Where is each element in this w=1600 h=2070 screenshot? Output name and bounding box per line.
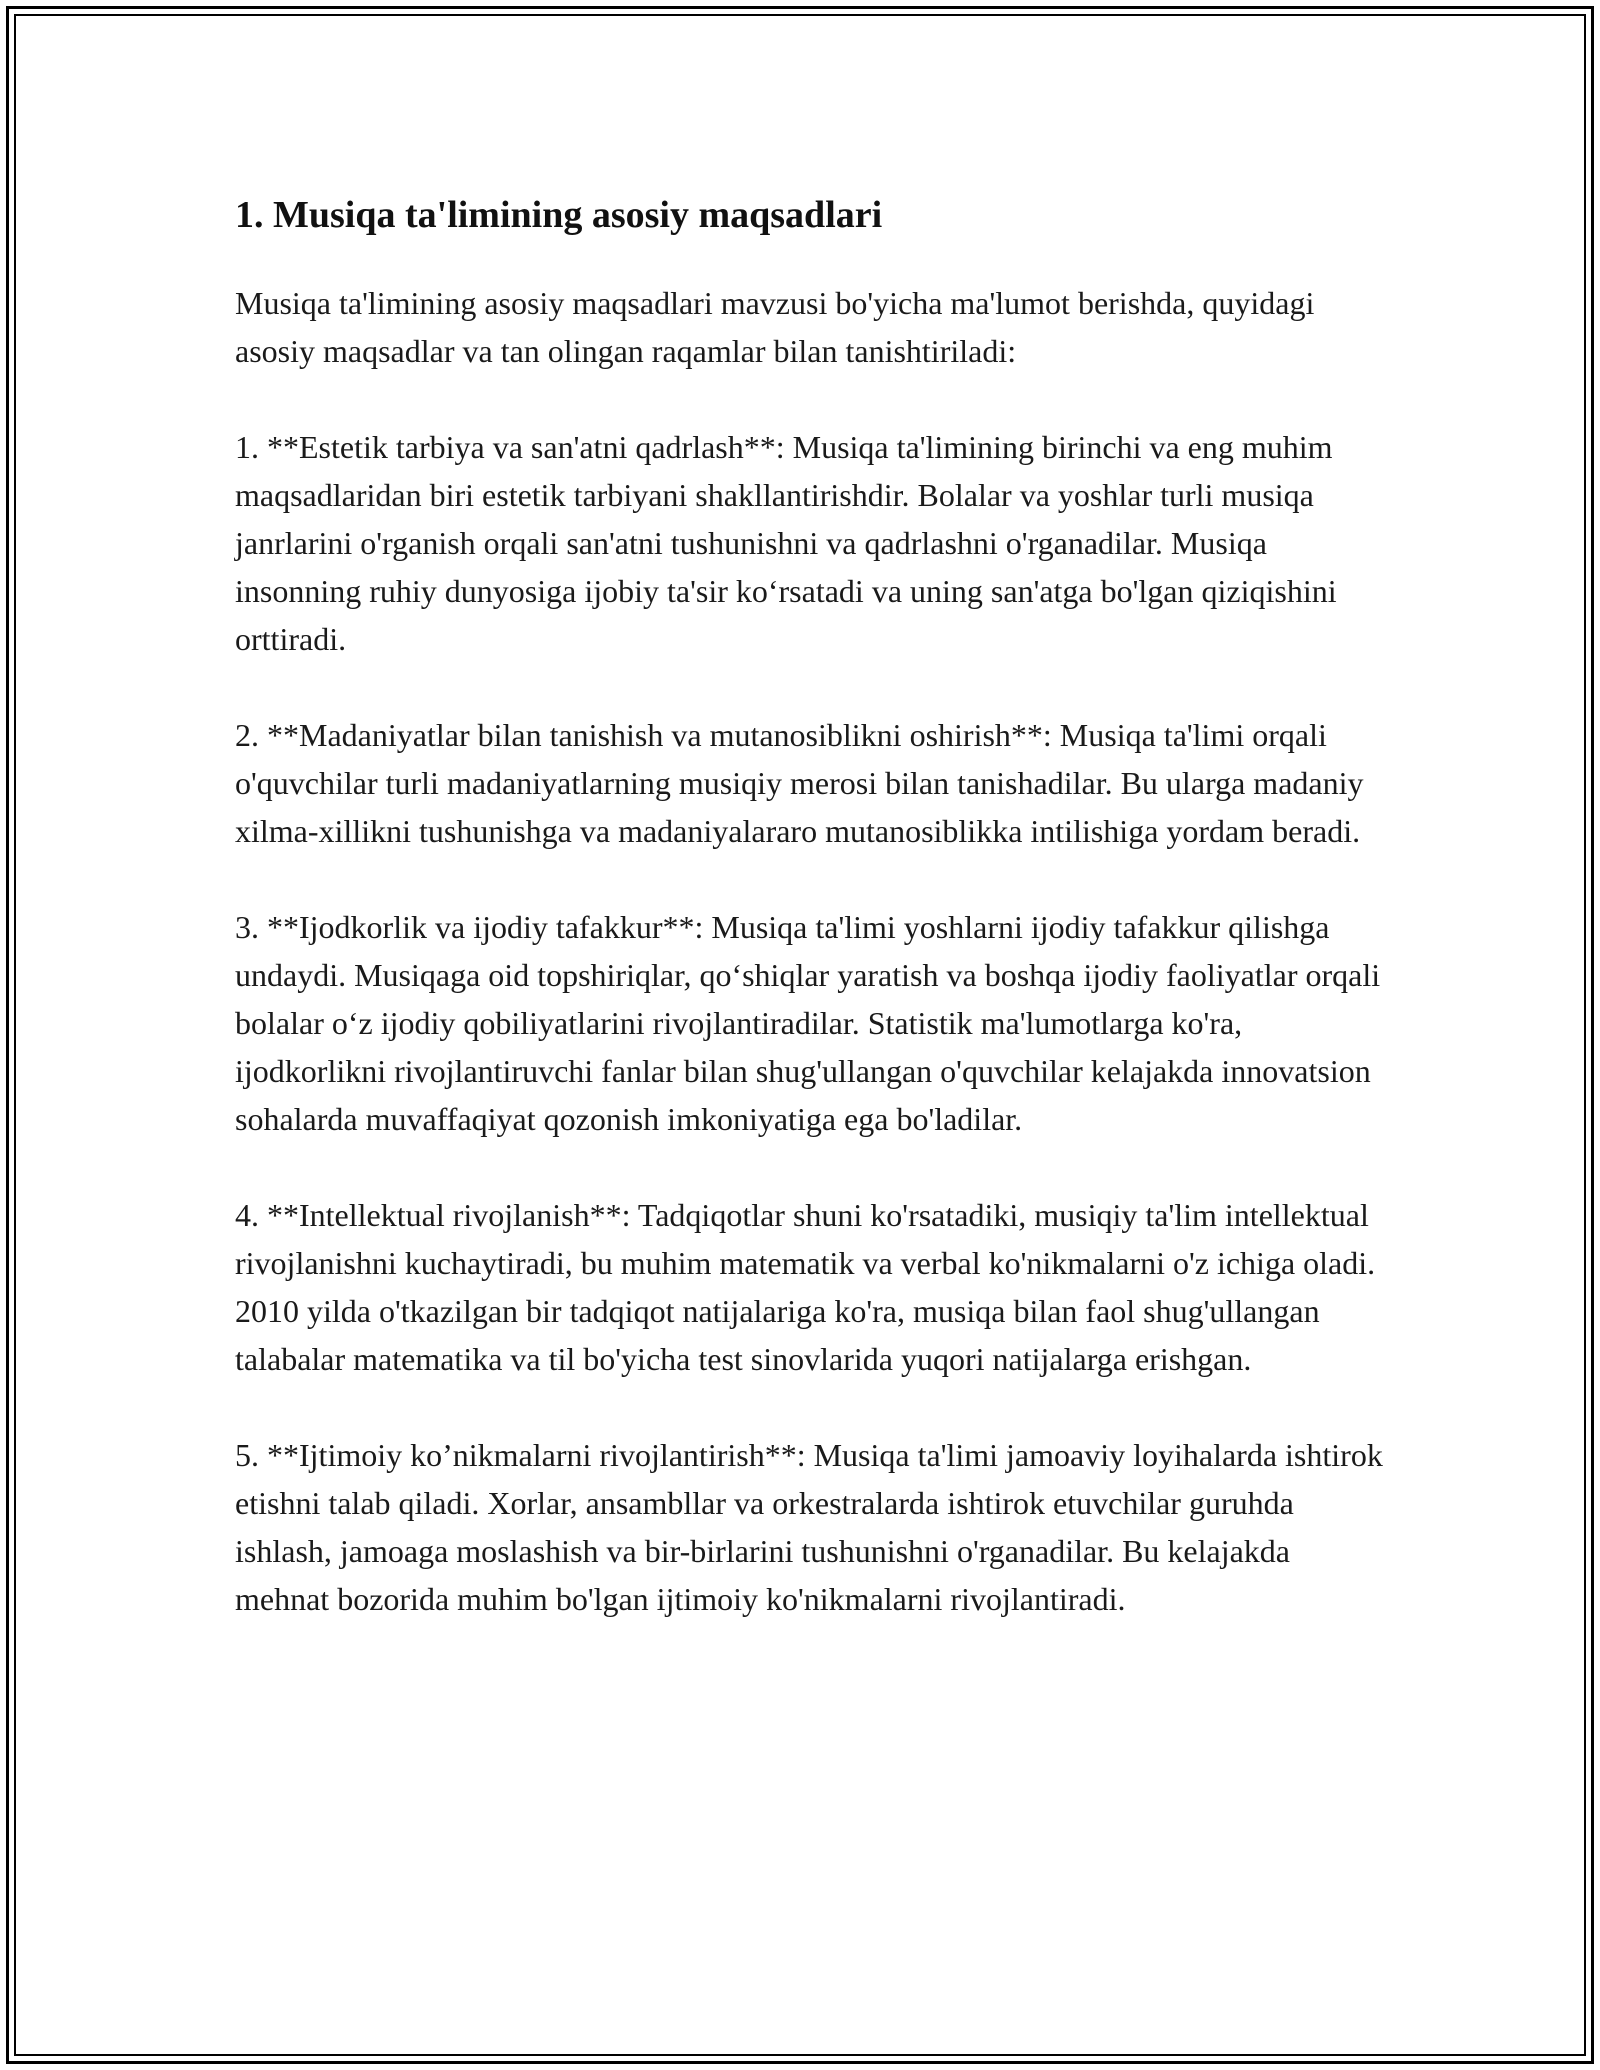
list-item-ijtimoiy: 5. **Ijtimoiy ko’nikmalarni rivojlantirish**: Musiqa ta'limi jamoaviy loyihalarda ishtirok etishni talab qiladi. Xorlar, ansambllar va orkestralarda ishtirok etuvchilar guruhda ishlash, jamoaga moslashish va bir-birlarini tushunishni o'rganadilar. Bu kelajakda mehnat bozorida muhim bo'lgan ijtimoiy ko'nikmalarni rivojlantiradi. (235, 1437, 1383, 1617)
list-item-madaniyatlar: 2. **Madaniyatlar bilan tanishish va mutanosiblikni oshirish**: Musiqa ta'limi orqali o'quvchilar turli madaniyatlarning musiqiy merosi bilan tanishadilar. Bu ularga madaniy xilma-xillikni tushunishga va madaniyalararo mutanosiblikka intilishiga yordam beradi. (235, 717, 1364, 849)
list-item-intellektual: 4. **Intellektual rivojlanish**: Tadqiqotlar shuni ko'rsatadiki, musiqiy ta'lim intellektual rivojlanishni kuchaytiradi, bu muhim matematik va verbal ko'nikmalarni o'z ichiga oladi. 2010 yilda o'tkazilgan bir tadqiqot natijalariga ko'ra, musiqa bilan faol shug'ullangan talabalar matematika va til bo'yicha test sinovlarida yuqori natijalarga erishgan. (235, 1197, 1376, 1377)
list-item-estetik-tarbiya: 1. **Estetik tarbiya va san'atni qadrlash**: Musiqa ta'limining birinchi va eng muhim maqsadlaridan biri estetik tarbiyani shakllantirishdir. Bolalar va yoshlar turli musiqa janrlarini o'rganish orqali san'atni tushunishni va qadrlashni o'rganadilar. Musiqa insonning ruhiy dunyosiga ijobiy ta'sir ko‘rsatadi va uning san'atga bo'lgan qiziqishini orttiradi. (235, 429, 1337, 657)
section-title: 1. Musiqa ta'limining asosiy maqsadlari (235, 194, 883, 236)
intro-paragraph: Musiqa ta'limining asosiy maqsadlari mavzusi bo'yicha ma'lumot berishda, quyidagi asosiy maqsadlar va tan olingan raqamlar bilan tanishtiriladi: (235, 285, 1315, 369)
list-item-ijodkorlik: 3. **Ijodkorlik va ijodiy tafakkur**: Musiqa ta'limi yoshlarni ijodiy tafakkur qilishga undaydi. Musiqaga oid topshiriqlar, qo‘shiqlar yaratish va boshqa ijodiy faoliyatlar orqali bolalar o‘z ijodiy qobiliyatlarini rivojlantiradilar. Statistik ma'lumotlarga ko'ra, ijodkorlikni rivojlantiruvchi fanlar bilan shug'ullangan o'quvchilar kelajakda innovatsion sohalarda muvaffaqiyat qozonish imkoniyatiga ega bo'ladilar. (235, 909, 1381, 1137)
document-body (235, 183, 1385, 1671)
